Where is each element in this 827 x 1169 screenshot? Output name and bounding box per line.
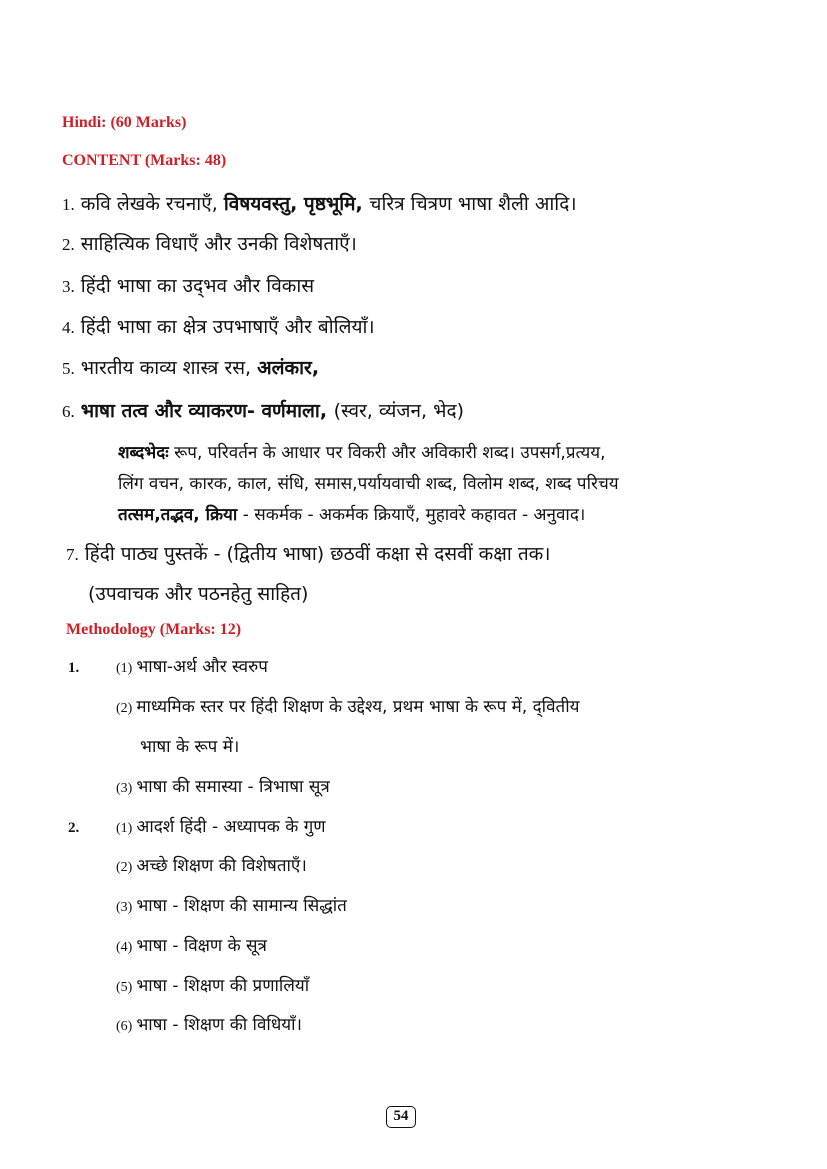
sub-number: (4) (116, 940, 133, 955)
item-text: हिंदी पाठ्य पुस्तकें - (द्वितीय भाषा) छठवीं कक्षा से दसवीं कक्षा तक। (84, 543, 551, 565)
item-text-bold: अलंकार, (257, 357, 320, 379)
item-text: साहित्यिक विधाएँ और उनकी विशेषताएँ। (80, 233, 357, 255)
methodology-item (116, 854, 307, 880)
grammar-detail-line (118, 503, 585, 527)
sub-text: भाषा - शिक्षण की सामान्य सिद्धांत (136, 896, 347, 916)
methodology-item (116, 775, 330, 801)
sub-text: माध्यमिक स्तर पर हिंदी शिक्षण के उद्देश्य, प्रथम भाषा के रूप में, द्‌वितीय (136, 697, 580, 717)
item-number: 7. (66, 545, 79, 564)
sub-number: (6) (116, 1019, 133, 1034)
content-item (62, 315, 375, 340)
grammar-detail-line (118, 472, 619, 496)
item-text-bold: भाषा तत्व और व्याकरण- वर्णमाला, (80, 400, 334, 422)
item-text: हिंदी भाषा का उद्‌भव और विकास (80, 275, 315, 297)
item-number: 5. (62, 359, 75, 378)
sub-text: आदर्श हिंदी - अध्यापक के गुण (136, 817, 326, 837)
methodology-item (116, 974, 309, 1000)
item-number: 6. (62, 402, 75, 421)
methodology-group-number: 2. (68, 820, 80, 836)
sub-text: भाषा - विक्षण के सूत्र (136, 936, 267, 956)
content-item (62, 274, 314, 299)
sub-number: (1) (116, 821, 133, 836)
content-item (62, 356, 319, 381)
sub-number: (2) (116, 860, 133, 875)
item7-note: (उपवाचक और पठनहेतु साहित) (88, 583, 309, 605)
item-text: (स्वर, व्यंजन, भेद) (333, 400, 464, 422)
sub-number: (1) (116, 661, 133, 676)
sub-text: अच्छे शिक्षण की विशेषताएँ। (136, 856, 307, 876)
item-text: चरित्र चित्रण भाषा शैली आदि। (369, 193, 577, 215)
detail-text: - सकर्मक - अकर्मक क्रियाएँ, मुहावरे कहावत - अनुवाद। (237, 505, 586, 525)
item-text: कवि लेखके रचनाएँ, (80, 193, 224, 215)
sub-number: (3) (116, 900, 133, 915)
content-item (66, 542, 550, 567)
detail-bold: शब्दभेदः (118, 443, 169, 463)
methodology-item-continuation: भाषा के रूप में। (140, 737, 240, 757)
item-number: 2. (62, 235, 75, 254)
sub-text: भाषा की समास्या - त्रिभाषा सूत्र (136, 777, 330, 797)
methodology-group-number: 1. (68, 660, 80, 676)
hindi-heading: Hindi: (60 Marks) (62, 114, 187, 131)
item-number: 1. (62, 195, 75, 214)
page-number: 54 (386, 1106, 416, 1128)
detail-text: लिंग वचन, कारक, काल, संधि, समास,पर्यायवाची शब्द, विलोम शब्द, शब्द परिचय (118, 474, 619, 494)
item-number: 4. (62, 318, 75, 337)
methodology-item (116, 695, 580, 721)
content-item (62, 232, 357, 257)
grammar-detail-line (118, 441, 606, 465)
sub-text: भाषा - शिक्षण की प्रणालियाँ (136, 976, 310, 996)
content-item (62, 399, 464, 424)
methodology-item (116, 815, 326, 841)
item-number: 3. (62, 277, 75, 296)
item-text: भारतीय काव्य शास्त्र रस, (80, 357, 258, 379)
item-text: हिंदी भाषा का क्षेत्र उपभाषाएँ और बोलियाँ। (80, 316, 375, 338)
methodology-heading: Methodology (Marks: 12) (66, 621, 242, 638)
methodology-item (116, 934, 267, 960)
sub-number: (5) (116, 980, 133, 995)
methodology-item (116, 894, 347, 920)
content-heading: CONTENT (Marks: 48) (62, 152, 227, 169)
sub-number: (2) (116, 701, 133, 716)
detail-text: रूप, परिवर्तन के आधार पर विकरी और अविकारी शब्द। उपसर्ग,प्रत्यय, (168, 443, 606, 463)
sub-number: (3) (116, 781, 133, 796)
methodology-item (116, 655, 268, 681)
sub-text: भाषा-अर्थ और स्वरुप (136, 657, 268, 677)
content-item (62, 192, 577, 217)
item-text-bold: विषयवस्तु, पृष्ठभूमि, (223, 193, 370, 215)
detail-bold: तत्सम,तद्भव, क्रिया (118, 505, 238, 525)
methodology-item (116, 1013, 302, 1039)
sub-text: भाषा - शिक्षण की विधियाँ। (136, 1015, 302, 1035)
